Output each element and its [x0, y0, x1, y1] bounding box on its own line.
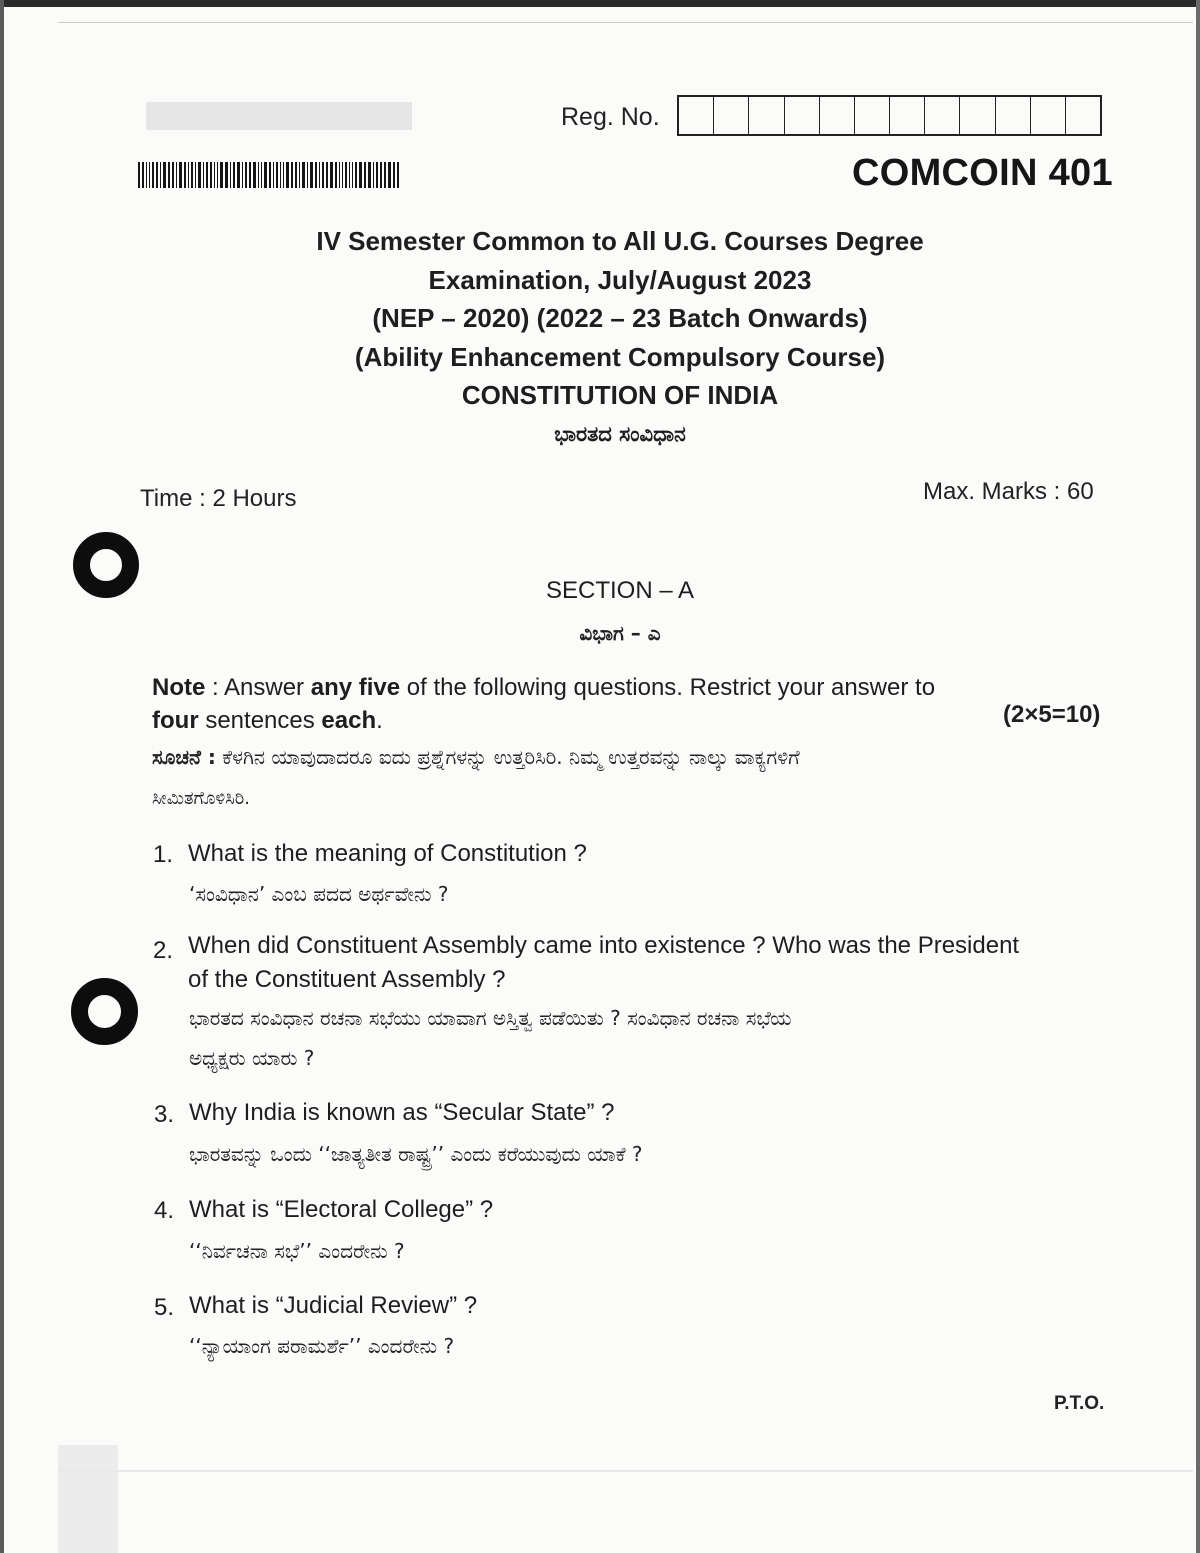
barcode-bar: [217, 162, 218, 188]
reg-no-boxes[interactable]: [677, 95, 1102, 136]
barcode-bar: [225, 162, 228, 188]
barcode-bar: [342, 162, 343, 188]
note-line-1: [152, 674, 935, 702]
question-text: What is the meaning of Constitution ?: [188, 840, 587, 867]
barcode-bar: [364, 162, 366, 188]
barcode-bar: [149, 162, 150, 188]
barcode-bar: [214, 162, 215, 188]
scan-smudge: [58, 1470, 1193, 1472]
barcode-bar: [142, 162, 144, 188]
question-text-kannada: ಭಾರತವನ್ನು ಒಂದು ‘‘ಜಾತ್ಯತೀತ ರಾಷ್ಟ್ರ’’ ಎಂದು ಕರೆಯುವುದು ಯಾಕೆ ?: [189, 1142, 643, 1166]
note-kannada-label: ಸೂಚನೆ :: [152, 745, 216, 769]
paper-code: COMCOIN 401: [852, 152, 1113, 194]
scan-smudge: [58, 1445, 118, 1553]
barcode-bar: [191, 162, 193, 188]
barcode-bar: [210, 162, 212, 188]
reg-no-digit-box[interactable]: [960, 97, 995, 134]
barcode-bar: [355, 162, 357, 188]
question-text: of the Constituent Assembly ?: [188, 966, 506, 993]
barcode-bar: [195, 162, 196, 188]
barcode-bar: [291, 162, 293, 188]
question-number: 1.: [153, 841, 174, 868]
barcode-bar: [203, 162, 204, 188]
barcode-bar: [326, 162, 328, 188]
barcode-bar: [295, 162, 297, 188]
time-allowed: Time : 2 Hours: [140, 485, 297, 512]
barcode-bar: [376, 162, 378, 188]
barcode-bar: [384, 162, 386, 188]
barcode-bar: [168, 162, 170, 188]
barcode-bar: [163, 162, 166, 188]
scan-top-edge: [0, 0, 1200, 7]
barcode-bar: [319, 162, 320, 188]
barcode-bar: [352, 162, 353, 188]
barcode-bar: [322, 162, 324, 188]
note-kannada-line-2: ಸೀಮಿತಗೊಳಿಸಿರಿ.: [152, 788, 251, 809]
scan-left-edge: [0, 0, 4, 1553]
question-number: 4.: [154, 1197, 175, 1224]
reg-no-digit-box[interactable]: [890, 97, 925, 134]
pto-label: P.T.O.: [1054, 1393, 1105, 1414]
barcode-bar: [345, 162, 347, 188]
barcode-bar: [368, 162, 371, 188]
barcode-bar: [245, 162, 247, 188]
page-top-rule: [58, 22, 1193, 23]
barcode-bar: [273, 162, 274, 188]
question-number: 5.: [154, 1294, 175, 1321]
reg-no-digit-box[interactable]: [996, 97, 1031, 134]
question-text: When did Constituent Assembly came into existence ? Who was the President: [188, 932, 1020, 959]
barcode-bar: [237, 162, 240, 188]
title-line-course-type: (Ability Enhancement Compulsory Course): [354, 341, 886, 372]
barcode-bar: [359, 162, 362, 188]
barcode-bar: [330, 162, 333, 188]
barcode-bar: [172, 162, 174, 188]
section-a-heading-kannada: ವಿಭಾಗ – ಎ: [579, 621, 661, 645]
note-text: .: [376, 707, 383, 734]
barcode-bar: [315, 162, 317, 188]
barcode-bar: [349, 162, 350, 188]
barcode-bar: [388, 162, 391, 188]
barcode-bar: [286, 162, 289, 188]
question-number: 3.: [154, 1101, 175, 1128]
title-line-subject-kannada: ಭಾರತದ ಸಂವಿಧಾನ: [554, 421, 686, 446]
barcode-bar: [258, 162, 259, 188]
barcode-bar: [280, 162, 281, 188]
barcode-bar: [307, 162, 308, 188]
barcode-bar: [233, 162, 235, 188]
barcode-bar: [264, 162, 267, 188]
question-text-kannada: ‘ಸಂವಿಧಾನ’ ಎಂಬ ಪದದ ಅರ್ಥವೇನು ?: [189, 882, 449, 906]
reg-no-digit-box[interactable]: [749, 97, 784, 134]
question-text: What is “Electoral College” ?: [189, 1196, 494, 1223]
reg-no-digit-box[interactable]: [679, 97, 714, 134]
question-text-kannada: ಅಧ್ಯಕ್ಷರು ಯಾರು ?: [189, 1046, 315, 1070]
barcode-bar: [310, 162, 313, 188]
reg-no-digit-box[interactable]: [1066, 97, 1100, 134]
scan-smudge: [146, 102, 412, 130]
max-marks: Max. Marks : 60: [923, 478, 1094, 505]
note-bold: four: [152, 707, 199, 734]
exam-title-block: [200, 222, 1040, 453]
reg-no-digit-box[interactable]: [714, 97, 749, 134]
note-text: : Answer: [205, 674, 311, 701]
note-kannada-line-1: [152, 745, 800, 769]
note-text: sentences: [198, 707, 322, 734]
barcode-bar: [373, 162, 374, 188]
barcode-bar: [146, 162, 147, 188]
reg-no-digit-box[interactable]: [855, 97, 890, 134]
note-bold: each: [321, 707, 377, 734]
title-line-nep: (NEP – 2020) (2022 – 23 Batch Onwards): [372, 303, 868, 333]
barcode-bar: [242, 162, 243, 188]
reg-no-digit-box[interactable]: [785, 97, 820, 134]
note-bold: any five: [310, 674, 401, 701]
barcode-bar: [230, 162, 231, 188]
barcode-bar: [380, 162, 382, 188]
title-line-subject: CONSTITUTION OF INDIA: [461, 380, 779, 410]
barcode-bar: [283, 162, 284, 188]
question-text: Why India is known as “Secular State” ?: [189, 1099, 615, 1126]
barcode: [138, 162, 404, 188]
reg-no-digit-box[interactable]: [1031, 97, 1066, 134]
reg-no-digit-box[interactable]: [925, 97, 960, 134]
barcode-bar: [393, 162, 395, 188]
question-number: 2.: [153, 937, 174, 964]
question-text-kannada: ‘‘ನಿರ್ವಚನಾ ಸಭೆ’’ ಎಂದರೇನು ?: [189, 1239, 405, 1263]
note-text: of the following questions. Restrict your answer to: [400, 674, 936, 701]
punch-hole: [73, 532, 139, 598]
barcode-bar: [138, 162, 140, 188]
barcode-bar: [156, 162, 158, 188]
barcode-bar: [397, 162, 399, 188]
barcode-bar: [220, 162, 223, 188]
note-label: Note: [152, 674, 206, 701]
title-line-semester: IV Semester Common to All U.G. Courses Degree: [316, 226, 924, 256]
scan-right-edge: [1196, 0, 1200, 1553]
barcode-bar: [299, 162, 300, 188]
barcode-bar: [184, 162, 186, 188]
punch-hole: [71, 978, 138, 1045]
barcode-bar: [276, 162, 278, 188]
barcode-bar: [335, 162, 337, 188]
barcode-bar: [198, 162, 201, 188]
barcode-bar: [152, 162, 154, 188]
barcode-bar: [206, 162, 208, 188]
barcode-bar: [253, 162, 256, 188]
reg-no-label: Reg. No.: [561, 103, 660, 131]
barcode-bar: [179, 162, 182, 188]
barcode-bar: [261, 162, 262, 188]
section-a-heading: SECTION – A: [545, 577, 695, 604]
reg-no-digit-box[interactable]: [820, 97, 855, 134]
note-kannada-text: ಕೆಳಗಿನ ಯಾವುದಾದರೂ ಐದು ಪ್ರಶ್ನೆಗಳನ್ನು ಉತ್ತರಿಸಿರಿ. ನಿಮ್ಮ ಉತ್ತರವನ್ನು ನಾಲ್ಕು ವಾಕ್ಯಗಳಿಗೆ: [215, 745, 800, 769]
title-line-exam: Examination, July/August 2023: [428, 264, 812, 295]
note-line-2: [152, 707, 383, 735]
question-text-kannada: ‘‘ನ್ಯಾಯಾಂಗ ಪರಾಮರ್ಶೆ’’ ಎಂದರೇನು ?: [189, 1334, 455, 1358]
barcode-bar: [160, 162, 161, 188]
barcode-bar: [188, 162, 189, 188]
barcode-bar: [249, 162, 251, 188]
barcode-bar: [302, 162, 305, 188]
barcode-bar: [176, 162, 177, 188]
barcode-bar: [339, 162, 340, 188]
section-a-marks: (2×5=10): [1003, 701, 1101, 728]
barcode-bar: [269, 162, 271, 188]
question-text-kannada: ಭಾರತದ ಸಂವಿಧಾನ ರಚನಾ ಸಭೆಯು ಯಾವಾಗ ಅಸ್ತಿತ್ವ ಪಡೆಯಿತು ? ಸಂವಿಧಾನ ರಚನಾ ಸಭೆಯ: [189, 1006, 792, 1030]
question-text: What is “Judicial Review” ?: [189, 1292, 478, 1319]
